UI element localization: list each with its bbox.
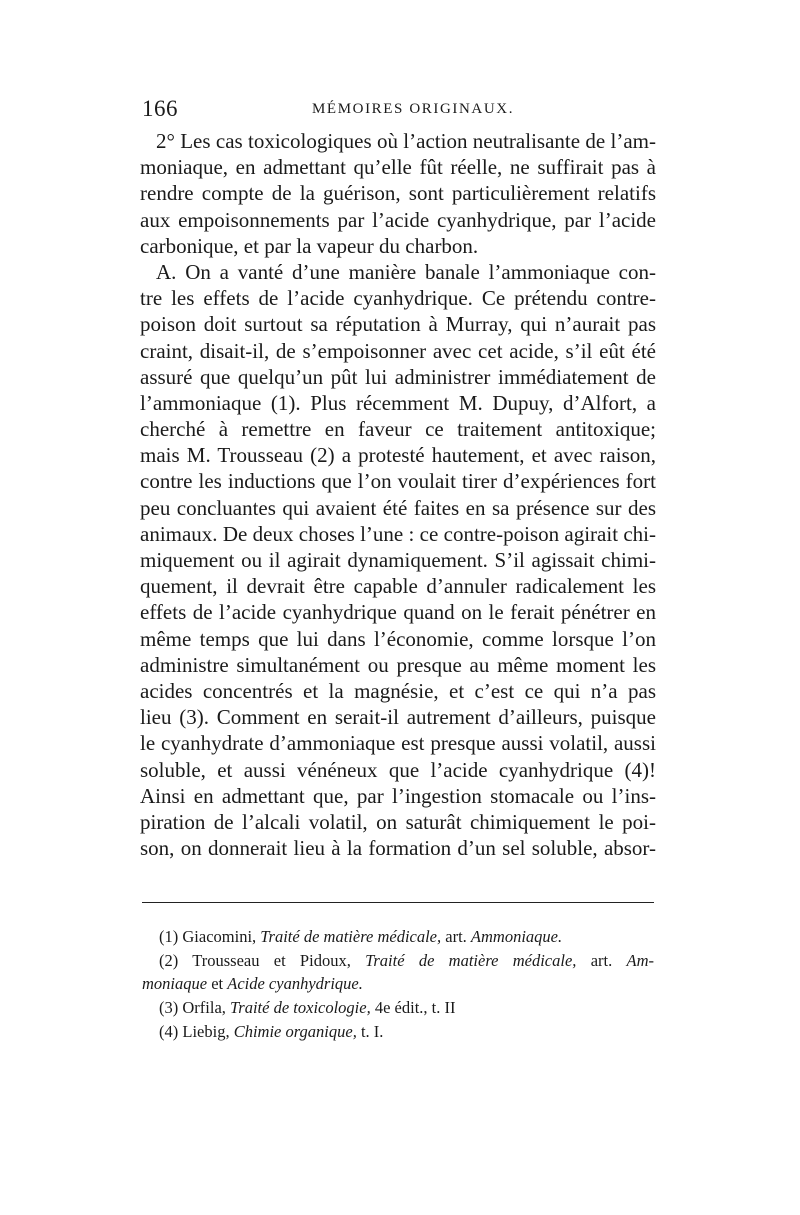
text-line: lieu (3). Comment en serait-il autrement d’ailleurs, puisque <box>140 705 656 730</box>
footnote-title: Traité de matière médicale, <box>260 927 442 946</box>
text-line: miquement ou il agirait dynamiquement. S’il agissait chimi- <box>140 548 656 572</box>
footnote-rule <box>142 902 654 903</box>
footnote-article-2: Acide cyanhydrique. <box>227 974 363 994</box>
footnote-author: Giacomini, <box>182 927 257 946</box>
text-line: mais M. Trousseau (2) a protesté hautement, et avec raison, <box>140 443 656 468</box>
text-line: Ainsi en admettant que, par l’ingestion stomacale ou l’ins- <box>140 783 656 808</box>
text-line: craint, disait-il, de s’empoisonner avec cet acide, s’il eût été <box>140 338 656 363</box>
footnote-2 <box>142 949 654 973</box>
page-number: 166 <box>142 96 178 121</box>
footnote-rest: art. <box>445 927 467 946</box>
text-line: l’ammoniaque (1). Plus récemment M. Dupuy, d’Alfort, a <box>140 390 656 415</box>
text-line: acides concentrés et la magnésie, et c’est ce qui n’a pas <box>140 678 656 703</box>
text-line: carbonique, et par la vapeur du charbon. <box>140 233 479 258</box>
text-line: peu concluantes qui avaient été faites en sa présence sur des <box>140 495 656 520</box>
text-line: rendre compte de la guérison, sont particulièrement relatifs <box>140 181 656 206</box>
text-line: administre simultanément ou presque au même moment les <box>140 652 656 677</box>
footnote-article: moniaque <box>142 974 208 994</box>
footnote-mark: (1) <box>159 927 179 946</box>
footnote-mark: (2) <box>159 950 179 970</box>
text-line: poison doit surtout sa réputation à Murray, qui n’aurait pas <box>140 312 656 337</box>
footnote-mark: (4) <box>159 1021 179 1041</box>
text-line: aux empoisonnements par l’acide cyanhydrique, par l’acide <box>140 207 656 232</box>
text-line: cherché à remettre en faveur ce traitement antitoxique; <box>140 417 656 442</box>
text-line: son, on donnerait lieu à la formation d’un sel soluble, absor- <box>140 836 656 861</box>
body-text <box>140 128 656 861</box>
running-head <box>142 96 654 126</box>
footnote-article: Ammoniaque. <box>470 927 563 946</box>
text-line: le cyanhydrate d’ammoniaque est presque aussi volatil, aussi <box>140 731 656 756</box>
footnote-connector: et <box>211 974 224 994</box>
footnote-title: Traité de matière médicale, <box>365 950 577 970</box>
text-line: effets de l’acide cyanhydrique quand on le ferait pénétrer en <box>140 600 656 625</box>
footnotes <box>142 925 654 1043</box>
footnote-author: Liebig, <box>182 1021 230 1041</box>
footnote-mark: (3) <box>159 998 179 1018</box>
running-title: MÉMOIRES ORIGINAUX. <box>312 101 515 117</box>
text-line: assuré que quelqu’un pût lui administrer immédiatement de <box>140 364 656 389</box>
text-line: 2° Les cas toxicologiques où l’action neutralisante de l’am- <box>156 129 656 153</box>
footnote-3 <box>142 996 654 1020</box>
footnote-4 <box>142 1020 654 1044</box>
text-line: piration de l’alcali volatil, on saturât chimiquement le poi- <box>140 809 656 834</box>
text-line: A. On a vanté d’une manière banale l’ammoniaque con- <box>156 259 656 284</box>
text-line: contre les inductions que l’on voulait tirer d’expériences fort <box>140 469 656 494</box>
text-line: animaux. De deux choses l’une : ce contre-poison agirait chi- <box>140 521 656 546</box>
footnote-rest: art. <box>590 950 613 970</box>
text-line: quement, il devrait être capable d’annuler radicalement les <box>140 574 656 599</box>
footnote-rest: 4e édit., t. II <box>374 998 456 1018</box>
footnote-1 <box>142 925 654 949</box>
footnote-article: Am- <box>626 950 655 970</box>
footnote-title: Traité de toxicologie, <box>230 998 371 1018</box>
footnote-2-continued <box>142 972 654 996</box>
footnote-rest: t. I. <box>360 1021 384 1041</box>
text-line: tre les effets de l’acide cyanhydrique. Ce prétendu contre- <box>140 286 656 311</box>
footnote-author: Orfila, <box>182 998 226 1018</box>
text-line: moniaque, en admettant qu’elle fût réelle, ne suffirait pas à <box>140 155 656 180</box>
footnote-author: Trousseau et Pidoux, <box>192 950 351 970</box>
footnote-title: Chimie organique, <box>233 1021 357 1041</box>
text-line: soluble, et aussi vénéneux que l’acide cyanhydrique (4)! <box>140 757 656 782</box>
text-line: même temps que lui dans l’économie, comme lorsque l’on <box>140 626 656 651</box>
